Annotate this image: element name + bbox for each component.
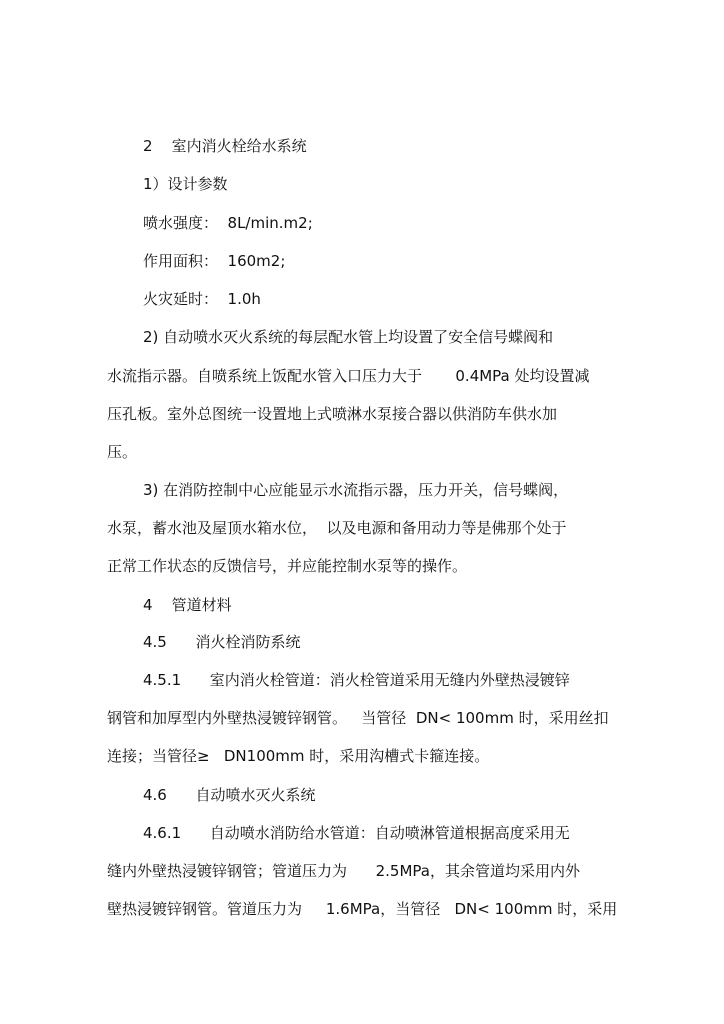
paragraph-3-line-1: 3) 在消防控制中心应能显示水流指示器，压力开关，信号蝶阀，: [143, 481, 569, 499]
paragraph-4-6-1-line-2: 缝内外壁热浸镀锌钢管；管道压力为 2.5MPa，其余管道均采用内外: [107, 862, 580, 880]
paragraph-2-line-1: 2) 自动喷水灭火系统的每层配水管上均设置了安全信号蝶阀和: [143, 328, 554, 346]
paragraph-4-6-1-line-3: 壁热浸镀锌钢管。管道压力为 1.6MPa，当管径 DN< 100mm 时，采用: [107, 900, 618, 918]
paragraph-4-5-1-line-2: 钢管和加厚型内外壁热浸镀锌钢管。 当管径 DN< 100mm 时，采用丝扣: [107, 709, 609, 727]
section-heading-2: 2 室内消火栓给水系统: [143, 137, 307, 155]
subsection-design-parameters: 1）设计参数: [143, 175, 228, 193]
paragraph-2-line-3: 压孔板。室外总图统一设置地上式喷淋水泵接合器以供消防车供水加: [107, 405, 558, 423]
paragraph-4-5-1-line-1: 4.5.1 室内消火栓管道：消火栓管道采用无缝内外壁热浸镀锌: [143, 671, 570, 689]
subsection-heading-4-6: 4.6 自动喷水灭火系统: [143, 786, 316, 804]
paragraph-2-line-4: 压。: [107, 443, 138, 461]
paragraph-3-line-3: 正常工作状态的反馈信号，并应能控制水泵等的操作。: [107, 557, 468, 575]
paragraph-2-line-2: 水流指示器。自喷系统上饭配水管入口压力大于 0.4MPa 处均设置减: [107, 367, 590, 385]
section-heading-4: 4 管道材料: [143, 596, 232, 614]
paragraph-4-5-1-line-3: 连接；当管径≥ DN100mm 时，采用沟槽式卡箍连接。: [107, 747, 490, 765]
subsection-heading-4-5: 4.5 消火栓消防系统: [143, 633, 301, 651]
paragraph-3-line-2: 水泵，蓄水池及屋顶水箱水位， 以及电源和备用动力等是佛那个处于: [107, 519, 567, 537]
param-action-area: 作用面积： 160m2;: [143, 252, 286, 270]
paragraph-4-6-1-line-1: 4.6.1 自动喷水消防给水管道：自动喷淋管道根据高度采用无: [143, 824, 570, 842]
param-spray-intensity: 喷水强度： 8L/min.m2;: [143, 214, 313, 232]
param-fire-duration: 火灾延时： 1.0h: [143, 290, 261, 308]
